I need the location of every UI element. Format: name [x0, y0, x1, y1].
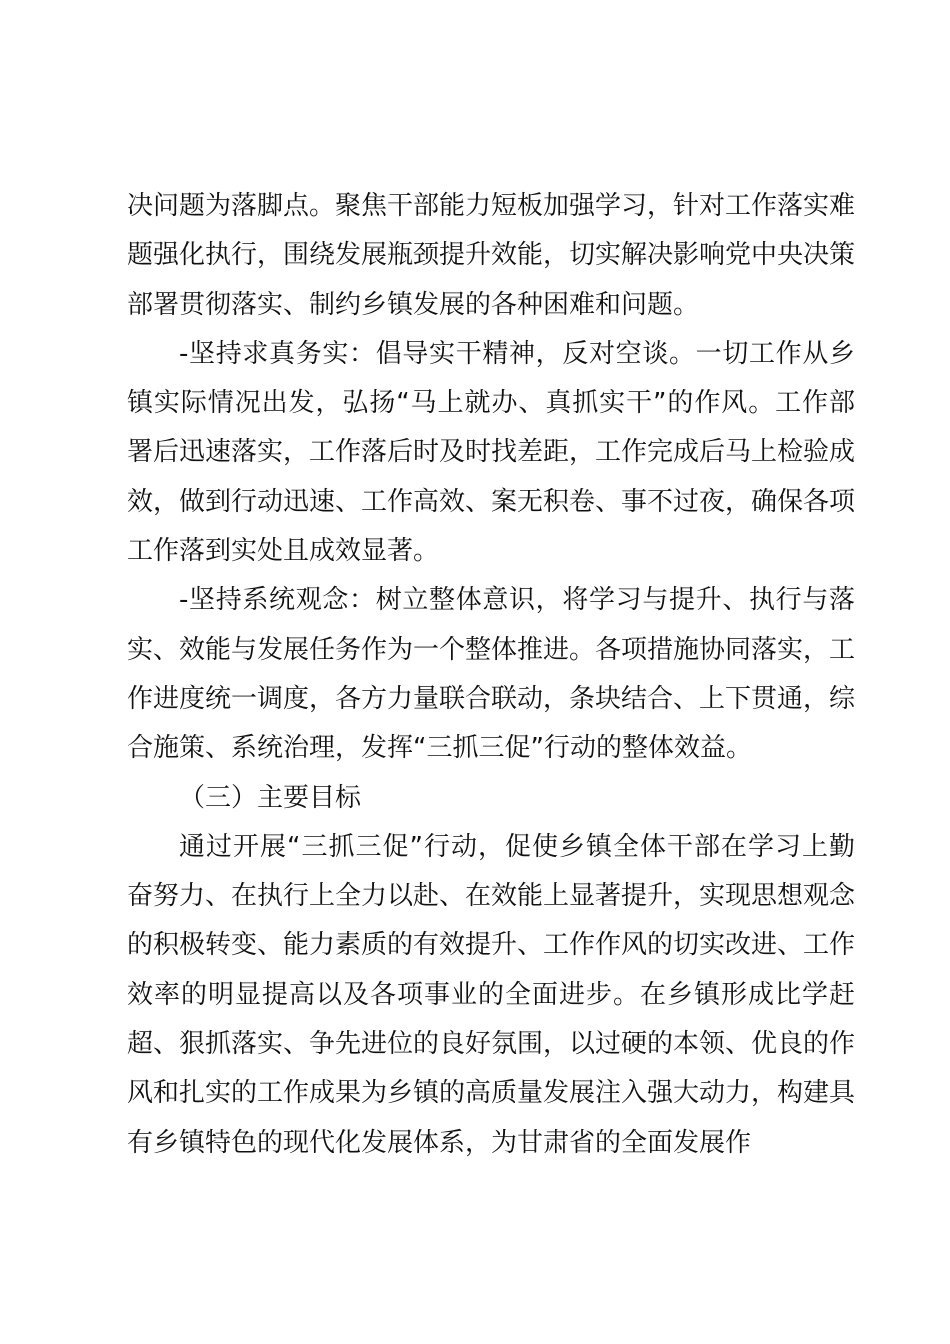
paragraph-principle-practical: -坚持求真务实：倡导实干精神，反对空谈。一切工作从乡镇实际情况出发，弘扬“马上就办、真抓实干”的作风。工作部署后迅速落实，工作落后时及时找差距，工作完成后马上检验成效，做到行动迅速、工作高效、案无积卷、事不过夜，确保各项工作落到实处且成效显著。 [127, 338, 856, 567]
section-heading-main-goals: （三）主要目标 [179, 782, 362, 813]
paragraph-main-goals: 通过开展“三抓三促”行动，促使乡镇全体干部在学习上勤奋努力、在执行上全力以赴、在效能上显著提升，实现思想观念的积极转变、能力素质的有效提升、工作作风的切实改进、工作效率的明显提高以及各项事业的全面进步。在乡镇形成比学赶超、狠抓落实、争先进位的良好氛围，以过硬的本领、优良的作风和扎实的工作成果为乡镇的高质量发展注入强大动力，构建具有乡镇特色的现代化发展体系，为甘肃省的全面发展作 [127, 831, 856, 1158]
paragraph-principle-systematic: -坚持系统观念：树立整体意识，将学习与提升、执行与落实、效能与发展任务作为一个整体推进。各项措施协同落实，工作进度统一调度，各方力量联合联动，条块结合、上下贯通，综合施策、系统治理，发挥“三抓三促”行动的整体效益。 [127, 585, 856, 764]
document-body [127, 182, 855, 1168]
paragraph-continuation: 决问题为落脚点。聚焦干部能力短板加强学习，针对工作落实难题强化执行，围绕发展瓶颈提升效能，切实解决影响党中央决策部署贯彻落实、制约乡镇发展的各种困难和问题。 [127, 191, 856, 320]
